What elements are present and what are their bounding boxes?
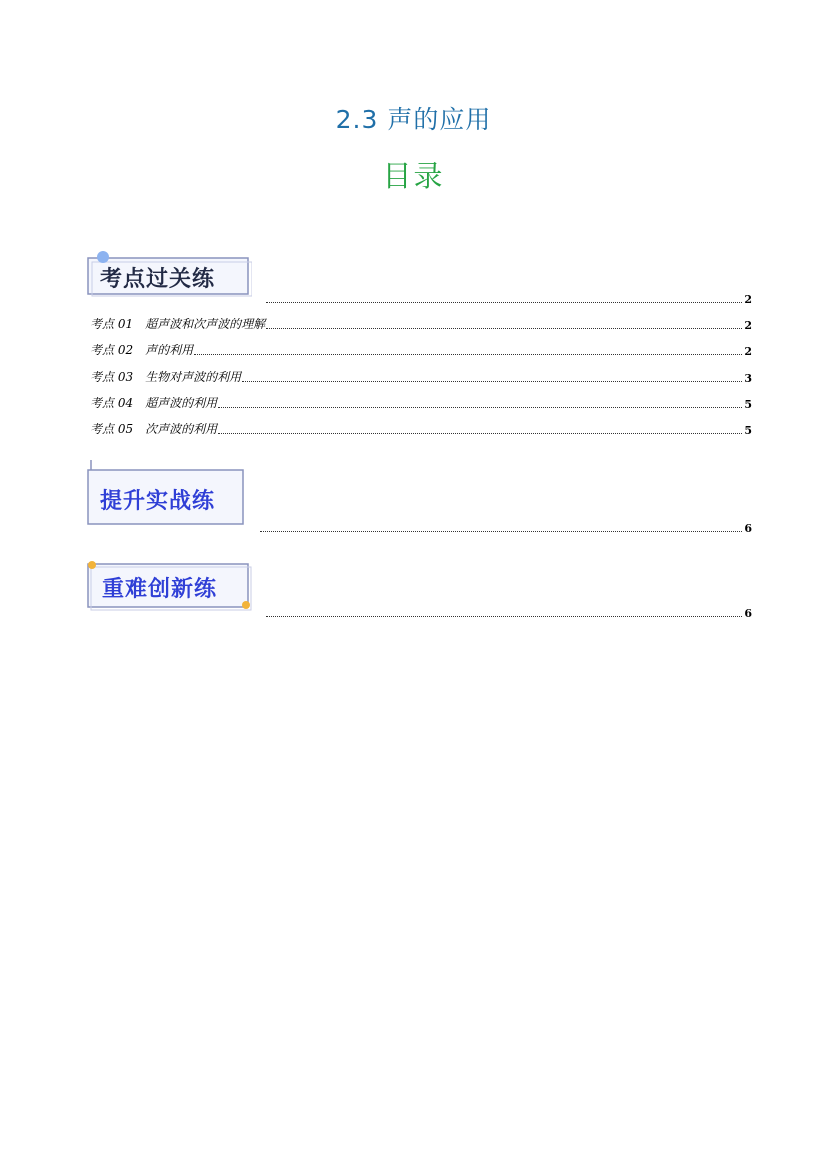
toc-entry-number: 考点 03 (90, 370, 134, 384)
toc-entry-text: 超声波的利用 (145, 396, 218, 410)
page-number: 2 (744, 319, 752, 332)
toc-entry[interactable] (90, 397, 752, 411)
toc-entry-section-3[interactable] (266, 606, 752, 620)
page-number: 6 (744, 607, 752, 620)
toc-entry-section-2[interactable] (260, 521, 752, 535)
accent-dot-icon (242, 601, 250, 609)
badge-label: 重难创新练 (102, 577, 218, 602)
dot-leader (242, 380, 742, 382)
toc-entry-text: 生物对声波的利用 (145, 370, 242, 384)
document-title: 2.3 声的应用 (335, 105, 492, 134)
page-number: 2 (744, 345, 752, 358)
badge-label: 提升实战练 (100, 489, 216, 514)
badge-label: 考点过关练 (100, 267, 216, 292)
dot-leader (218, 432, 742, 434)
page-number: 5 (744, 424, 752, 437)
toc-entry[interactable] (90, 344, 752, 358)
toc-entry-label (90, 315, 266, 332)
section-badge-tisheng[interactable] (86, 460, 248, 528)
page-number: 3 (744, 372, 752, 385)
toc-entry-label (90, 420, 218, 437)
toc-entry-text: 超声波和次声波的理解 (145, 317, 266, 331)
dot-leader (194, 353, 742, 355)
toc-entry-section-1[interactable] (266, 292, 752, 306)
toc-entry-number: 考点 01 (90, 317, 134, 331)
toc-entry-text: 次声波的利用 (145, 422, 218, 436)
page-number: 5 (744, 398, 752, 411)
page-number: 2 (744, 293, 752, 306)
dot-leader (260, 530, 742, 532)
toc-entry[interactable] (90, 318, 752, 332)
toc-entry-number: 考点 05 (90, 422, 134, 436)
toc-entry-text: 声的利用 (145, 343, 194, 357)
dot-leader (266, 301, 742, 303)
toc-entry[interactable] (90, 371, 752, 385)
dot-leader (266, 615, 742, 617)
toc-entry-label (90, 368, 242, 385)
toc-entry[interactable] (90, 423, 752, 437)
toc-entry-label (90, 341, 194, 358)
dot-leader (266, 327, 742, 329)
page-number: 6 (744, 522, 752, 535)
section-badge-zhongnan[interactable] (86, 560, 254, 612)
section-badge-kaodian[interactable] (86, 250, 252, 298)
toc-entry-number: 考点 02 (90, 343, 134, 357)
toc-entry-number: 考点 04 (90, 396, 134, 410)
toc-entry-label (90, 394, 218, 411)
toc-heading: 目录 (382, 159, 445, 193)
dot-leader (218, 406, 742, 408)
accent-dot-icon (88, 561, 96, 569)
